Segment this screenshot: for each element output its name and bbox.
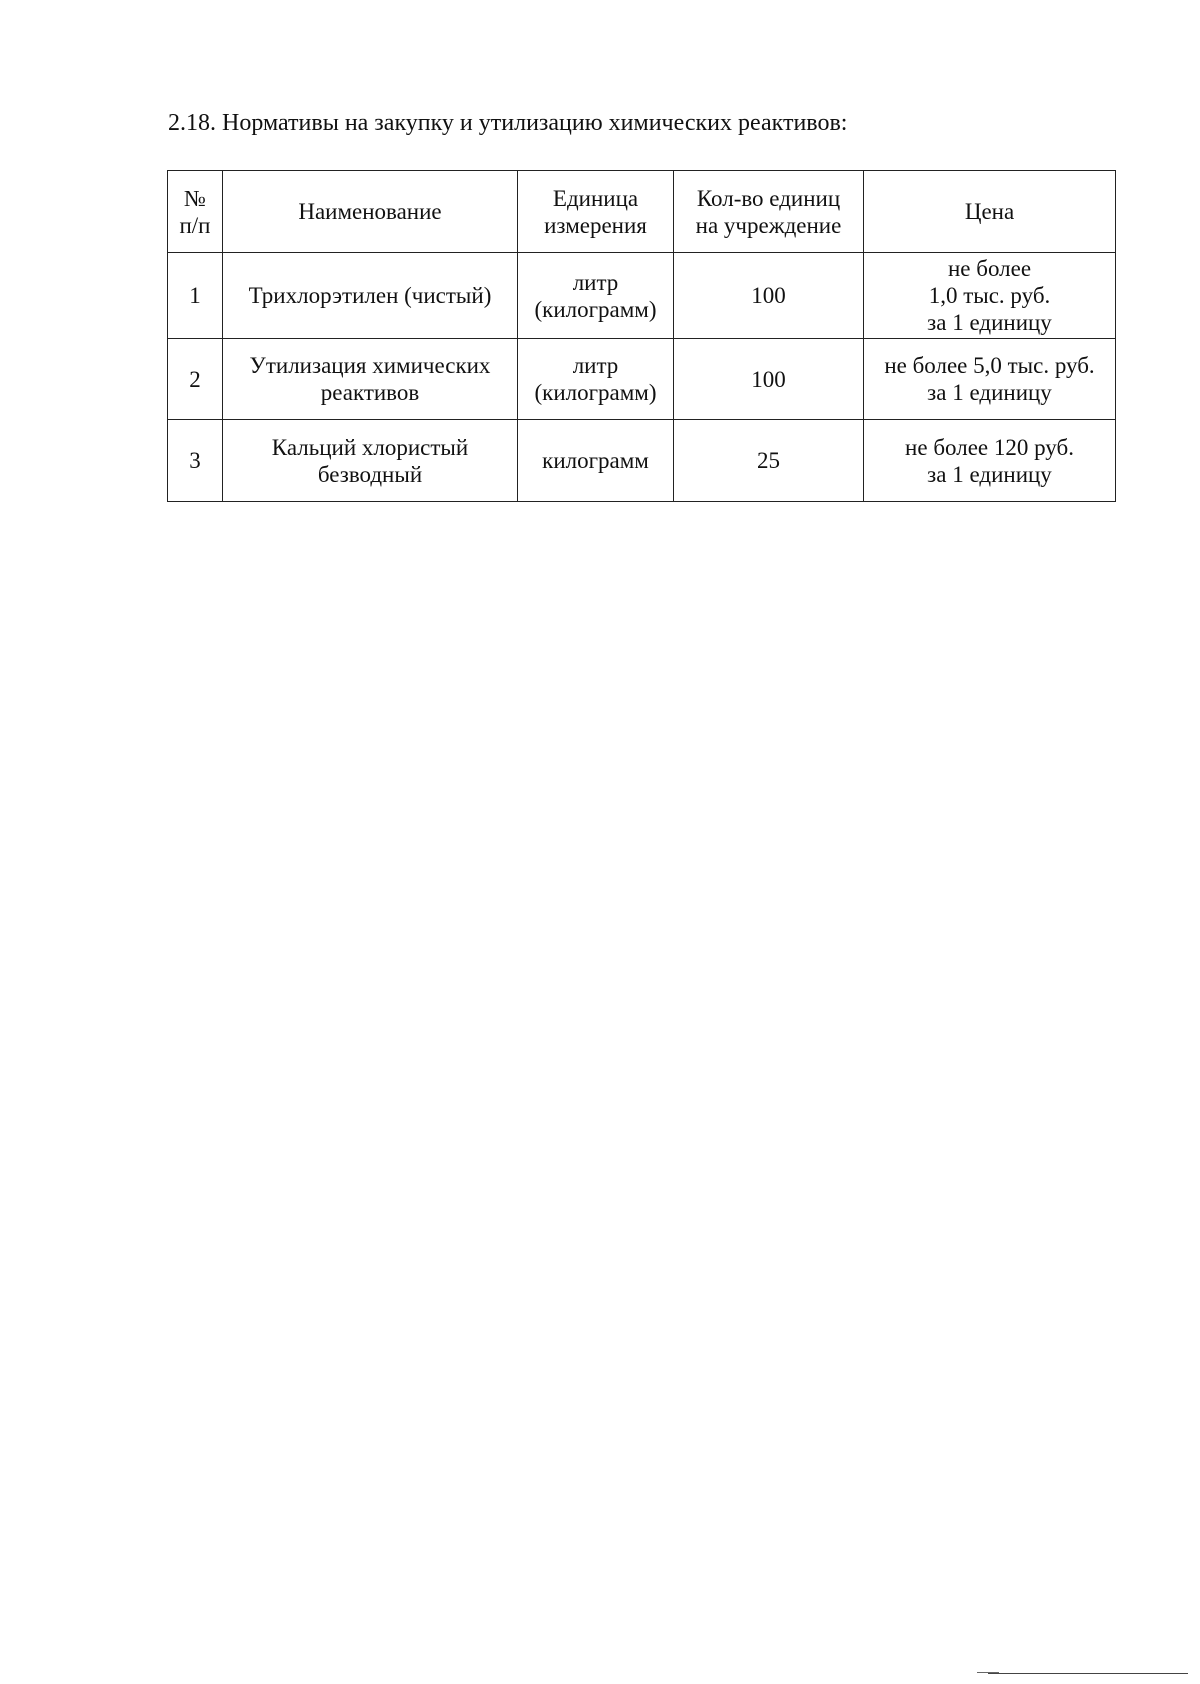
- header-row: [168, 171, 1116, 253]
- header-price: Цена: [864, 171, 1116, 253]
- header-name: Наименование: [223, 171, 518, 253]
- chemical-reagents-table: [167, 170, 1116, 502]
- cell-number: 3: [168, 420, 223, 502]
- page-footer-line: [988, 1673, 1188, 1674]
- cell-number: 1: [168, 253, 223, 339]
- cell-quantity: 100: [674, 339, 864, 420]
- header-unit: Единица измерения: [518, 171, 674, 253]
- cell-unit: литр (килограмм): [518, 253, 674, 339]
- cell-name: Трихлорэтилен (чистый): [223, 253, 518, 339]
- cell-unit: килограмм: [518, 420, 674, 502]
- table-row: [168, 339, 1116, 420]
- cell-price: не более 5,0 тыс. руб. за 1 единицу: [864, 339, 1116, 420]
- cell-name: Кальций хлористый безводный: [223, 420, 518, 502]
- cell-price: не более 1,0 тыс. руб. за 1 единицу: [864, 253, 1116, 339]
- cell-name: Утилизация химических реактивов: [223, 339, 518, 420]
- table-row: [168, 420, 1116, 502]
- table-header: [168, 171, 1116, 253]
- cell-unit: литр (килограмм): [518, 339, 674, 420]
- table-row: [168, 253, 1116, 339]
- section-heading: 2.18. Нормативы на закупку и утилизацию химических реактивов:: [168, 110, 848, 136]
- cell-number: 2: [168, 339, 223, 420]
- header-quantity: Кол-во единиц на учреждение: [674, 171, 864, 253]
- header-number: № п/п: [168, 171, 223, 253]
- cell-quantity: 100: [674, 253, 864, 339]
- table-body: [168, 253, 1116, 502]
- cell-quantity: 25: [674, 420, 864, 502]
- cell-price: не более 120 руб. за 1 единицу: [864, 420, 1116, 502]
